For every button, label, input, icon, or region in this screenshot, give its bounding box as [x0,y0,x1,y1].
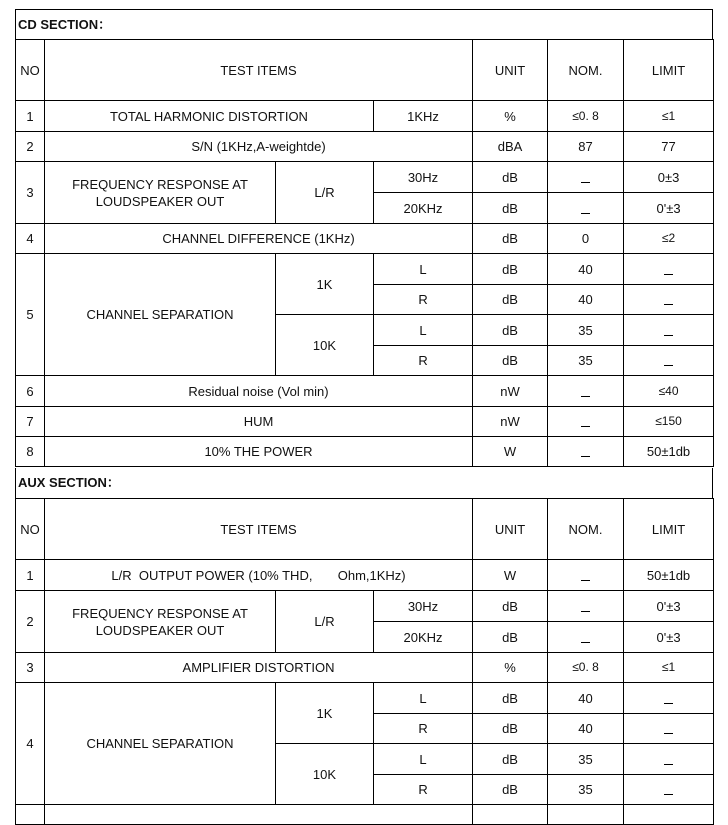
dash-mark [581,605,590,612]
limit-cell: ≤2 [624,224,714,254]
test-item: CHANNEL SEPARATION [45,683,276,805]
dash-mark [664,268,673,275]
unit-cell: W [473,560,548,591]
table-row-partial [16,805,714,825]
test-item: HUM [45,407,473,437]
test-item-line: FREQUENCY RESPONSE AT [72,176,248,192]
test-item: 10% THE POWER [45,437,473,467]
test-item: S/N (1KHz,A-weightde) [45,132,473,162]
dash-mark [664,758,673,765]
unit-cell: dB [473,193,548,224]
nom-cell [548,437,624,467]
unit-cell: % [473,653,548,683]
freq-cell: 20KHz [374,193,473,224]
aux-test-table [15,498,714,825]
dash-mark [664,359,673,366]
table-header-row [16,499,714,560]
channel-cell: R [374,346,473,376]
table-row [16,101,714,132]
table-row [16,653,714,683]
unit-cell: dB [473,775,548,805]
header-unit: UNIT [473,499,548,560]
dash-mark [664,788,673,795]
limit-cell: 77 [624,132,714,162]
table-row [16,162,714,193]
test-item: CHANNEL SEPARATION [45,254,276,376]
limit-cell: 0'±3 [624,622,714,653]
nom-cell: 40 [548,254,624,285]
row-no: 2 [16,591,45,653]
limit-cell: 0'±3 [624,193,714,224]
nom-cell: 35 [548,744,624,775]
dash-mark [581,420,590,427]
aux-section-title: AUX SECTION： [15,468,713,498]
test-item [45,162,276,224]
header-no: NO [16,499,45,560]
header-limit: LIMIT [624,40,714,101]
test-item-line: LOUDSPEAKER OUT [95,622,225,638]
row-no: 3 [16,653,45,683]
limit-cell [624,775,714,805]
dash-mark [581,207,590,214]
test-item-line: FREQUENCY RESPONSE AT [72,605,248,621]
dash-mark [581,390,590,397]
row-no: 5 [16,254,45,376]
nom-cell: ≤0. 8 [548,653,624,683]
row-no: 4 [16,224,45,254]
header-limit: LIMIT [624,499,714,560]
dash-mark [581,450,590,457]
table-row [16,254,714,285]
unit-cell: nW [473,407,548,437]
dash-mark [581,574,590,581]
dash-mark [581,176,590,183]
table-row [16,683,714,714]
limit-cell [624,683,714,714]
nom-cell [548,622,624,653]
channel-cell: R [374,714,473,744]
unit-cell: dB [473,254,548,285]
freq-cell: 30Hz [374,591,473,622]
header-test-items: TEST ITEMS [45,40,473,101]
limit-cell [624,254,714,285]
row-no: 7 [16,407,45,437]
row-no: 8 [16,437,45,467]
table-header-row [16,40,714,101]
test-item: L/R OUTPUT POWER (10% THD, Ohm,1KHz) [45,560,473,591]
nom-cell [548,407,624,437]
limit-cell [624,315,714,346]
unit-cell: dB [473,591,548,622]
table-row [16,407,714,437]
unit-cell: dB [473,683,548,714]
channel-cell: R [374,285,473,315]
header-unit: UNIT [473,40,548,101]
limit-cell: 50±1db [624,560,714,591]
row-no: 1 [16,560,45,591]
dash-mark [664,727,673,734]
nom-cell [548,560,624,591]
header-nom: NOM. [548,499,624,560]
limit-cell: 0±3 [624,162,714,193]
freq-cell: 30Hz [374,162,473,193]
cd-section-title: CD SECTION： [15,9,713,39]
limit-cell: ≤1 [624,653,714,683]
test-item: TOTAL HARMONIC DISTORTION [45,101,374,132]
limit-cell: 0'±3 [624,591,714,622]
limit-cell: ≤40 [624,376,714,407]
unit-cell: dB [473,714,548,744]
nom-cell [548,591,624,622]
table-row [16,224,714,254]
freq-cell: 1K [276,683,374,744]
limit-cell: ≤150 [624,407,714,437]
dash-mark [664,329,673,336]
dash-mark [581,636,590,643]
freq-cell: 20KHz [374,622,473,653]
unit-cell: dBA [473,132,548,162]
unit-cell: % [473,101,548,132]
nom-cell: 87 [548,132,624,162]
dash-mark [664,298,673,305]
row-no: 1 [16,101,45,132]
freq-cell: 1K [276,254,374,315]
limit-cell [624,346,714,376]
nom-cell [548,193,624,224]
channel-cell: L [374,744,473,775]
unit-cell: dB [473,285,548,315]
limit-cell [624,744,714,775]
test-item: CHANNEL DIFFERENCE (1KHz) [45,224,473,254]
row-no: 3 [16,162,45,224]
header-nom: NOM. [548,40,624,101]
nom-cell: 35 [548,346,624,376]
nom-cell [548,162,624,193]
test-condition: 1KHz [374,101,473,132]
table-row [16,591,714,622]
channel-cell: R [374,775,473,805]
nom-cell: 35 [548,775,624,805]
test-item: Residual noise (Vol min) [45,376,473,407]
nom-cell: 0 [548,224,624,254]
freq-cell: 10K [276,315,374,376]
channel-cell: L/R [276,591,374,653]
limit-cell [624,285,714,315]
row-no: 6 [16,376,45,407]
nom-cell: ≤0. 8 [548,101,624,132]
unit-cell: dB [473,622,548,653]
table-row [16,437,714,467]
nom-cell [548,376,624,407]
nom-cell: 40 [548,714,624,744]
limit-cell: 50±1db [624,437,714,467]
channel-cell: L/R [276,162,374,224]
unit-cell: dB [473,346,548,376]
channel-cell: L [374,254,473,285]
test-item-line: LOUDSPEAKER OUT [95,193,225,209]
freq-cell: 10K [276,744,374,805]
unit-cell: dB [473,315,548,346]
nom-cell: 35 [548,315,624,346]
table-row [16,132,714,162]
channel-cell: L [374,683,473,714]
unit-cell: dB [473,162,548,193]
row-no: 4 [16,683,45,805]
test-item: AMPLIFIER DISTORTION [45,653,473,683]
table-row [16,376,714,407]
unit-cell: W [473,437,548,467]
unit-cell: nW [473,376,548,407]
unit-cell: dB [473,224,548,254]
nom-cell: 40 [548,285,624,315]
table-row [16,560,714,591]
dash-mark [664,697,673,704]
row-no: 2 [16,132,45,162]
header-test-items: TEST ITEMS [45,499,473,560]
limit-cell: ≤1 [624,101,714,132]
limit-cell [624,714,714,744]
test-item [45,591,276,653]
cd-test-table [15,39,714,467]
header-no: NO [16,40,45,101]
nom-cell: 40 [548,683,624,714]
channel-cell: L [374,315,473,346]
unit-cell: dB [473,744,548,775]
